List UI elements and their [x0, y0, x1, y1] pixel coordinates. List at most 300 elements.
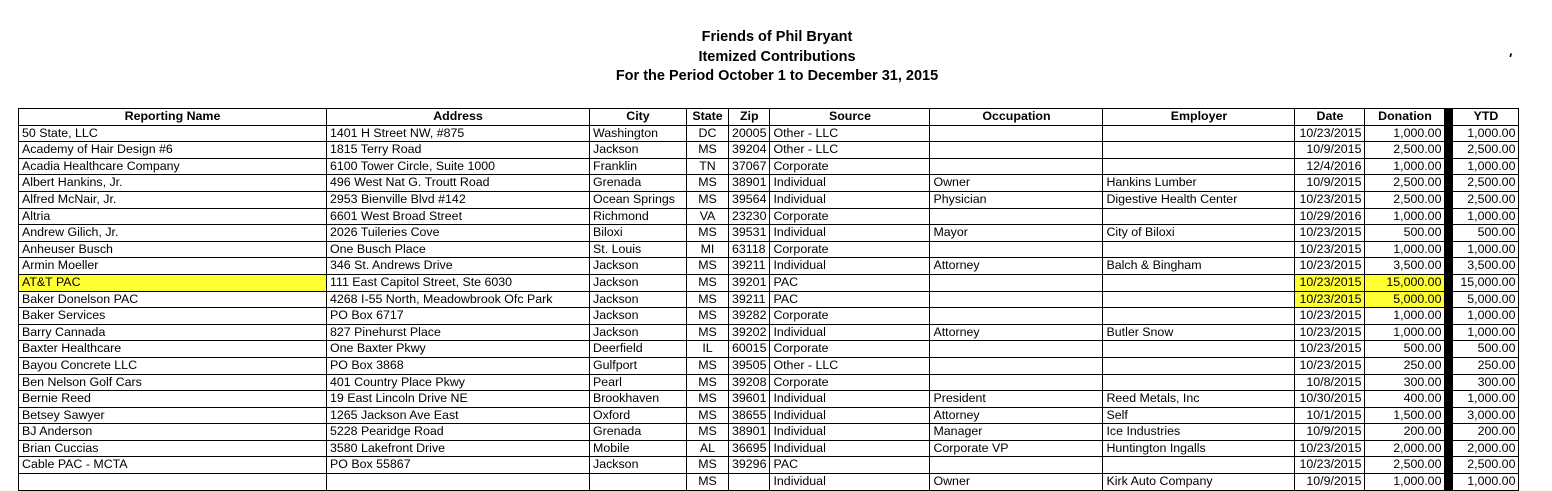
column-separator: [1445, 291, 1453, 308]
cell-date: 10/9/2015: [1295, 175, 1365, 192]
cell-reporting-name: Alfred McNair, Jr.: [19, 191, 327, 208]
cell-address: 19 East Lincoln Drive NE: [327, 391, 590, 408]
cell-source: Corporate: [770, 158, 930, 175]
cell-date: 10/8/2015: [1295, 374, 1365, 391]
cell-employer: Reed Metals, Inc: [1103, 391, 1295, 408]
cell-source: PAC: [770, 291, 930, 308]
cell-address: 827 Pinehurst Place: [327, 324, 590, 341]
cell-state: MS: [687, 258, 729, 275]
table-row: [19, 424, 1519, 441]
cell-donation: 1,000.00: [1365, 125, 1445, 142]
col-address: Address: [327, 109, 590, 126]
column-separator: [1445, 474, 1453, 491]
cell-address: 5228 Pearidge Road: [327, 424, 590, 441]
col-city: City: [590, 109, 687, 126]
cell-occupation: Owner: [930, 175, 1103, 192]
cell-source: Other - LLC: [770, 125, 930, 142]
report-type: Itemized Contributions: [698, 48, 856, 65]
cell-state: IL: [687, 341, 729, 358]
column-separator: [1445, 158, 1453, 175]
cell-donation: 2,500.00: [1365, 142, 1445, 159]
column-separator: [1445, 142, 1453, 159]
cell-address: 4268 I-55 North, Meadowbrook Ofc Park: [327, 291, 590, 308]
table-row: [19, 258, 1519, 275]
cell-city: Jackson: [590, 258, 687, 275]
cell-city: Oxford: [590, 407, 687, 424]
cell-ytd: 1,000.00: [1453, 324, 1519, 341]
cell-city: St. Louis: [590, 241, 687, 258]
cell-address: [327, 474, 590, 491]
cell-employer: Huntington Ingalls: [1103, 440, 1295, 457]
cell-zip: 39202: [729, 324, 770, 341]
cell-date: 10/9/2015: [1295, 474, 1365, 491]
cell-employer: [1103, 374, 1295, 391]
cell-source: Individual: [770, 191, 930, 208]
column-separator: [1445, 374, 1453, 391]
cell-date: 12/4/2016: [1295, 158, 1365, 175]
cell-date: 10/9/2015: [1295, 142, 1365, 159]
cell-ytd: 1,000.00: [1453, 391, 1519, 408]
column-separator: [1445, 109, 1453, 126]
cell-city: Richmond: [590, 208, 687, 225]
cell-reporting-name: [19, 474, 327, 491]
cell-employer: [1103, 357, 1295, 374]
table-row: [19, 440, 1519, 457]
cell-city: Jackson: [590, 142, 687, 159]
cell-source: Other - LLC: [770, 142, 930, 159]
cell-reporting-name: Brian Cuccias: [19, 440, 327, 457]
cell-reporting-name: Barry Cannada: [19, 324, 327, 341]
cell-source: Other - LLC: [770, 357, 930, 374]
cell-city: Jackson: [590, 457, 687, 474]
cell-donation: 200.00: [1365, 424, 1445, 441]
table-row: [19, 291, 1519, 308]
cell-date: 10/29/2016: [1295, 208, 1365, 225]
cell-occupation: Manager: [930, 424, 1103, 441]
col-ytd: YTD: [1453, 109, 1519, 126]
cell-city: Ocean Springs: [590, 191, 687, 208]
cell-state: MS: [687, 175, 729, 192]
cell-ytd: 2,500.00: [1453, 191, 1519, 208]
cell-zip: 37067: [729, 158, 770, 175]
cell-source: Corporate: [770, 208, 930, 225]
cell-city: Pearl: [590, 374, 687, 391]
cell-zip: 39211: [729, 258, 770, 275]
cell-ytd: 300.00: [1453, 374, 1519, 391]
cell-state: MS: [687, 374, 729, 391]
cell-donation: 2,500.00: [1365, 191, 1445, 208]
cell-reporting-name: Cable PAC - MCTA: [19, 457, 327, 474]
cell-source: Corporate: [770, 341, 930, 358]
table-row: [19, 308, 1519, 325]
cell-city: Mobile: [590, 440, 687, 457]
column-separator: [1445, 457, 1453, 474]
cell-address: 1265 Jackson Ave East: [327, 407, 590, 424]
cell-occupation: [930, 208, 1103, 225]
cell-zip: 39601: [729, 391, 770, 408]
cell-donation: 1,000.00: [1365, 474, 1445, 491]
cell-source: Individual: [770, 391, 930, 408]
cell-date: 10/23/2015: [1295, 258, 1365, 275]
cell-occupation: [930, 291, 1103, 308]
cell-donation: 2,500.00: [1365, 457, 1445, 474]
cell-occupation: President: [930, 391, 1103, 408]
cell-city: Jackson: [590, 291, 687, 308]
cell-reporting-name: Betsey Sawyer: [19, 407, 327, 424]
cell-zip: 38901: [729, 424, 770, 441]
column-separator: [1445, 125, 1453, 142]
cell-address: 6100 Tower Circle, Suite 1000: [327, 158, 590, 175]
cell-reporting-name: Andrew Gilich, Jr.: [19, 225, 327, 242]
cell-employer: City of Biloxi: [1103, 225, 1295, 242]
cell-address: PO Box 55867: [327, 457, 590, 474]
cell-donation: 1,500.00: [1365, 407, 1445, 424]
col-state: State: [687, 109, 729, 126]
cell-state: MS: [687, 308, 729, 325]
cell-occupation: [930, 308, 1103, 325]
column-separator: [1445, 324, 1453, 341]
cell-address: PO Box 6717: [327, 308, 590, 325]
cell-employer: [1103, 142, 1295, 159]
cell-city: Jackson: [590, 324, 687, 341]
cell-state: MS: [687, 424, 729, 441]
cell-employer: Digestive Health Center: [1103, 191, 1295, 208]
cell-zip: 39201: [729, 274, 770, 291]
column-separator: [1445, 440, 1453, 457]
cell-occupation: Physician: [930, 191, 1103, 208]
report-period: For the Period October 1 to December 31, 2015: [615, 68, 939, 84]
cell-address: 496 West Nat G. Troutt Road: [327, 175, 590, 192]
report-header: [0, 28, 1552, 87]
cell-address: PO Box 3868: [327, 357, 590, 374]
cell-ytd: 15,000.00: [1453, 274, 1519, 291]
table-row: [19, 274, 1519, 291]
cell-occupation: Attorney: [930, 407, 1103, 424]
contributions-table: [18, 108, 1519, 491]
table-row: [19, 357, 1519, 374]
cell-zip: 39204: [729, 142, 770, 159]
column-separator: [1445, 424, 1453, 441]
cell-date: 10/23/2015: [1295, 291, 1365, 308]
cell-occupation: Corporate VP: [930, 440, 1103, 457]
cell-donation: 300.00: [1365, 374, 1445, 391]
cell-occupation: [930, 341, 1103, 358]
cell-source: PAC: [770, 457, 930, 474]
cell-source: Corporate: [770, 308, 930, 325]
column-separator: [1445, 208, 1453, 225]
cell-ytd: 2,500.00: [1453, 175, 1519, 192]
table-row: [19, 374, 1519, 391]
cell-donation: 400.00: [1365, 391, 1445, 408]
cell-state: MS: [687, 357, 729, 374]
column-separator: [1445, 357, 1453, 374]
cell-state: MS: [687, 391, 729, 408]
table-row: [19, 125, 1519, 142]
cell-address: 3580 Lakefront Drive: [327, 440, 590, 457]
cell-reporting-name: Bayou Concrete LLC: [19, 357, 327, 374]
column-separator: [1445, 407, 1453, 424]
column-separator: [1445, 258, 1453, 275]
cell-reporting-name: Academy of Hair Design #6: [19, 142, 327, 159]
cell-city: Jackson: [590, 308, 687, 325]
cell-occupation: Attorney: [930, 324, 1103, 341]
cell-occupation: [930, 142, 1103, 159]
cell-donation: 1,000.00: [1365, 158, 1445, 175]
column-separator: [1445, 391, 1453, 408]
cell-date: 10/9/2015: [1295, 424, 1365, 441]
cell-address: 111 East Capitol Street, Ste 6030: [327, 274, 590, 291]
col-source: Source: [770, 109, 930, 126]
column-separator: [1445, 191, 1453, 208]
cell-reporting-name: BJ Anderson: [19, 424, 327, 441]
cell-state: MI: [687, 241, 729, 258]
col-zip: Zip: [729, 109, 770, 126]
table-row: [19, 175, 1519, 192]
cell-address: One Baxter Pkwy: [327, 341, 590, 358]
cell-occupation: Attorney: [930, 258, 1103, 275]
cell-donation: 500.00: [1365, 225, 1445, 242]
cell-city: Grenada: [590, 424, 687, 441]
cell-date: 10/23/2015: [1295, 225, 1365, 242]
column-separator: [1445, 241, 1453, 258]
cell-donation: 15,000.00: [1365, 274, 1445, 291]
cell-donation: 1,000.00: [1365, 324, 1445, 341]
cell-donation: 250.00: [1365, 357, 1445, 374]
cell-occupation: [930, 274, 1103, 291]
cell-employer: Self: [1103, 407, 1295, 424]
cell-zip: 39282: [729, 308, 770, 325]
cell-donation: 1,000.00: [1365, 208, 1445, 225]
cell-zip: 36695: [729, 440, 770, 457]
cell-source: Corporate: [770, 241, 930, 258]
cell-reporting-name: Ben Nelson Golf Cars: [19, 374, 327, 391]
cell-city: Washington: [590, 125, 687, 142]
cell-address: 2026 Tuileries Cove: [327, 225, 590, 242]
table-row: [19, 191, 1519, 208]
table-row: [19, 474, 1519, 491]
cell-city: Deerfield: [590, 341, 687, 358]
cell-zip: 39296: [729, 457, 770, 474]
cell-zip: 63118: [729, 241, 770, 258]
cell-ytd: 500.00: [1453, 341, 1519, 358]
cell-source: Individual: [770, 424, 930, 441]
cell-ytd: 3,000.00: [1453, 407, 1519, 424]
cell-source: Individual: [770, 474, 930, 491]
cell-date: 10/23/2015: [1295, 125, 1365, 142]
cell-reporting-name: Anheuser Busch: [19, 241, 327, 258]
cell-employer: [1103, 341, 1295, 358]
cell-ytd: 500.00: [1453, 225, 1519, 242]
cell-reporting-name: Bernie Reed: [19, 391, 327, 408]
cell-state: MS: [687, 291, 729, 308]
cell-donation: 5,000.00: [1365, 291, 1445, 308]
cell-source: Individual: [770, 324, 930, 341]
table-body: [19, 125, 1519, 490]
cell-occupation: [930, 125, 1103, 142]
cell-ytd: 200.00: [1453, 424, 1519, 441]
cell-occupation: Owner: [930, 474, 1103, 491]
cell-zip: 39531: [729, 225, 770, 242]
column-separator: [1445, 225, 1453, 242]
column-separator: [1445, 274, 1453, 291]
cell-donation: 1,000.00: [1365, 308, 1445, 325]
cell-source: Corporate: [770, 374, 930, 391]
cell-state: MS: [687, 191, 729, 208]
cell-donation: 1,000.00: [1365, 241, 1445, 258]
cell-donation: 2,000.00: [1365, 440, 1445, 457]
cell-address: 346 St. Andrews Drive: [327, 258, 590, 275]
cell-zip: 38901: [729, 175, 770, 192]
cell-employer: [1103, 274, 1295, 291]
cell-source: Individual: [770, 175, 930, 192]
cell-reporting-name: Armin Moeller: [19, 258, 327, 275]
committee-name: Friends of Phil Bryant: [701, 29, 853, 45]
cell-employer: [1103, 208, 1295, 225]
cell-state: AL: [687, 440, 729, 457]
cell-ytd: 1,000.00: [1453, 158, 1519, 175]
cell-state: MS: [687, 324, 729, 341]
cell-zip: 23230: [729, 208, 770, 225]
cell-state: DC: [687, 125, 729, 142]
cell-city: Gulfport: [590, 357, 687, 374]
cell-ytd: 2,500.00: [1453, 142, 1519, 159]
cell-state: MS: [687, 142, 729, 159]
cell-ytd: 1,000.00: [1453, 125, 1519, 142]
cell-donation: 3,500.00: [1365, 258, 1445, 275]
table-row: [19, 391, 1519, 408]
stray-mark: ′: [1509, 50, 1513, 66]
cell-state: MS: [687, 274, 729, 291]
cell-source: Individual: [770, 440, 930, 457]
cell-occupation: [930, 158, 1103, 175]
cell-zip: 60015: [729, 341, 770, 358]
cell-date: 10/23/2015: [1295, 308, 1365, 325]
table-row: [19, 341, 1519, 358]
cell-source: Individual: [770, 407, 930, 424]
cell-state: TN: [687, 158, 729, 175]
column-separator: [1445, 308, 1453, 325]
cell-address: 6601 West Broad Street: [327, 208, 590, 225]
cell-city: [590, 474, 687, 491]
cell-zip: 39208: [729, 374, 770, 391]
table-row: [19, 457, 1519, 474]
cell-city: Grenada: [590, 175, 687, 192]
cell-address: 2953 Bienville Blvd #142: [327, 191, 590, 208]
cell-reporting-name: Acadia Healthcare Company: [19, 158, 327, 175]
cell-state: MS: [687, 407, 729, 424]
cell-employer: Ice Industries: [1103, 424, 1295, 441]
cell-reporting-name: AT&T PAC: [19, 274, 327, 291]
cell-city: Biloxi: [590, 225, 687, 242]
cell-city: Jackson: [590, 274, 687, 291]
cell-date: 10/23/2015: [1295, 440, 1365, 457]
cell-occupation: [930, 374, 1103, 391]
cell-address: 1815 Terry Road: [327, 142, 590, 159]
cell-date: 10/23/2015: [1295, 457, 1365, 474]
cell-state: MS: [687, 457, 729, 474]
cell-address: 401 Country Place Pkwy: [327, 374, 590, 391]
cell-ytd: 2,000.00: [1453, 440, 1519, 457]
column-separator: [1445, 175, 1453, 192]
col-employer: Employer: [1103, 109, 1295, 126]
cell-zip: 39211: [729, 291, 770, 308]
cell-state: MS: [687, 474, 729, 491]
cell-occupation: [930, 457, 1103, 474]
cell-ytd: 1,000.00: [1453, 241, 1519, 258]
col-donation: Donation: [1365, 109, 1445, 126]
table-row: [19, 158, 1519, 175]
cell-ytd: 3,500.00: [1453, 258, 1519, 275]
cell-zip: 20005: [729, 125, 770, 142]
cell-zip: [729, 474, 770, 491]
cell-reporting-name: Albert Hankins, Jr.: [19, 175, 327, 192]
cell-date: 10/23/2015: [1295, 341, 1365, 358]
header-row: [19, 109, 1519, 126]
cell-source: Individual: [770, 258, 930, 275]
cell-date: 10/23/2015: [1295, 274, 1365, 291]
cell-city: Franklin: [590, 158, 687, 175]
cell-donation: 2,500.00: [1365, 175, 1445, 192]
cell-ytd: 2,500.00: [1453, 457, 1519, 474]
cell-date: 10/23/2015: [1295, 357, 1365, 374]
cell-employer: [1103, 241, 1295, 258]
table-row: [19, 142, 1519, 159]
cell-employer: [1103, 457, 1295, 474]
cell-reporting-name: Baker Services: [19, 308, 327, 325]
table-row: [19, 324, 1519, 341]
table-row: [19, 241, 1519, 258]
cell-occupation: Mayor: [930, 225, 1103, 242]
cell-ytd: 250.00: [1453, 357, 1519, 374]
col-occupation: Occupation: [930, 109, 1103, 126]
cell-employer: Hankins Lumber: [1103, 175, 1295, 192]
cell-zip: 39505: [729, 357, 770, 374]
cell-source: Individual: [770, 225, 930, 242]
cell-reporting-name: Baker Donelson PAC: [19, 291, 327, 308]
cell-address: 1401 H Street NW, #875: [327, 125, 590, 142]
column-separator: [1445, 341, 1453, 358]
cell-ytd: 1,000.00: [1453, 208, 1519, 225]
cell-employer: [1103, 291, 1295, 308]
cell-reporting-name: Altria: [19, 208, 327, 225]
cell-employer: Butler Snow: [1103, 324, 1295, 341]
cell-date: 10/23/2015: [1295, 324, 1365, 341]
cell-date: 10/23/2015: [1295, 241, 1365, 258]
cell-employer: Kirk Auto Company: [1103, 474, 1295, 491]
cell-ytd: 1,000.00: [1453, 308, 1519, 325]
col-reporting-name: Reporting Name: [19, 109, 327, 126]
cell-donation: 500.00: [1365, 341, 1445, 358]
table-row: [19, 407, 1519, 424]
cell-reporting-name: Baxter Healthcare: [19, 341, 327, 358]
cell-city: Brookhaven: [590, 391, 687, 408]
cell-ytd: 1,000.00: [1453, 474, 1519, 491]
cell-state: VA: [687, 208, 729, 225]
cell-source: PAC: [770, 274, 930, 291]
cell-zip: 38655: [729, 407, 770, 424]
cell-ytd: 5,000.00: [1453, 291, 1519, 308]
cell-zip: 39564: [729, 191, 770, 208]
cell-employer: [1103, 308, 1295, 325]
cell-employer: [1103, 158, 1295, 175]
cell-state: MS: [687, 225, 729, 242]
table-row: [19, 208, 1519, 225]
cell-employer: [1103, 125, 1295, 142]
cell-occupation: [930, 241, 1103, 258]
cell-address: One Busch Place: [327, 241, 590, 258]
cell-occupation: [930, 357, 1103, 374]
cell-reporting-name: 50 State, LLC: [19, 125, 327, 142]
